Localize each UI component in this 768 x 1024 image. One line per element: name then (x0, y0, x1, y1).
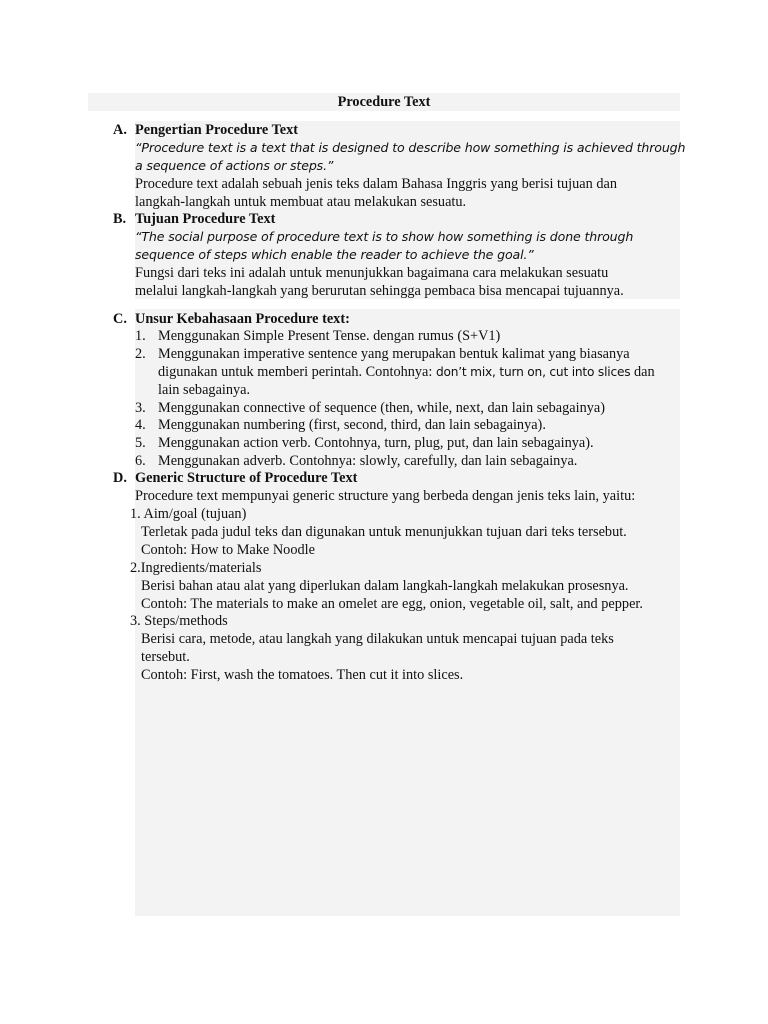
section-b-quote-line2: sequence of steps which enable the reader to achieve the goal.” (135, 247, 534, 262)
page-title: Procedure Text (337, 94, 431, 110)
list-item-text-line2-post: dan (630, 364, 655, 380)
list-item-number: 2. (135, 346, 146, 362)
list-item-text: Menggunakan adverb. Contohnya: slowly, carefully, dan lain sebagainya. (158, 453, 578, 469)
section-b-body-line2: melalui langkah-langkah yang berurutan sehingga pembaca bisa mencapai tujuannya. (135, 283, 624, 299)
section-b-body-line1: Fungsi dari teks ini adalah untuk menunjukkan bagaimana cara melakukan sesuatu (135, 265, 609, 281)
list-item-text-line3: lain sebagainya. (158, 382, 251, 398)
section-a-body-line1: Procedure text adalah sebuah jenis teks dalam Bahasa Inggris yang berisi tujuan dan (135, 176, 617, 192)
structure-part-example: Contoh: How to Make Noodle (141, 542, 315, 558)
list-item-text: Menggunakan connective of sequence (then, while, next, dan lain sebagainya) (158, 400, 606, 416)
section-c-letter: C. (113, 311, 127, 327)
section-a-heading: Pengertian Procedure Text (135, 122, 299, 138)
section-a-quote-line1: “Procedure text is a text that is designed to describe how something is achieved through (135, 140, 686, 155)
section-cd-lower-shade (140, 680, 680, 916)
section-b-quote-line1: “The social purpose of procedure text is to show how something is done through (135, 229, 634, 244)
structure-part-text-line2: tersebut. (141, 649, 190, 665)
section-c-heading: Unsur Kebahasaan Procedure text: (135, 311, 350, 327)
example-code: don’t mix, turn on, cut into slices (435, 365, 631, 379)
structure-part-example: Contoh: First, wash the tomatoes. Then cut it into slices. (141, 667, 464, 683)
list-item-text: Menggunakan numbering (first, second, third, dan lain sebagainya). (158, 417, 546, 433)
section-d-letter: D. (113, 470, 127, 486)
list-item-text: Menggunakan Simple Present Tense. dengan rumus (S+V1) (158, 328, 501, 344)
section-b-letter: B. (113, 211, 127, 227)
list-item-text-line2-pre: digunakan untuk memberi perintah. Contohnya: (158, 364, 436, 380)
list-item-number: 6. (135, 453, 146, 469)
section-d-heading: Generic Structure of Procedure Text (135, 470, 358, 486)
structure-part-text: Terletak pada judul teks dan digunakan untuk menunjukkan tujuan dari teks tersebut. (141, 524, 627, 540)
structure-part-example: Contoh: The materials to make an omelet are egg, onion, vegetable oil, salt, and pepper. (141, 596, 643, 612)
structure-part-text: Berisi cara, metode, atau langkah yang dilakukan untuk mencapai tujuan pada teks (141, 631, 614, 647)
list-item-number: 3. (135, 400, 146, 416)
structure-part-text: Berisi bahan atau alat yang diperlukan dalam langkah-langkah melakukan prosesnya. (141, 578, 629, 594)
list-item-text-line2 (158, 363, 655, 381)
section-d-intro: Procedure text mempunyai generic structure yang berbeda dengan jenis teks lain, yaitu: (135, 488, 636, 504)
section-b-heading: Tujuan Procedure Text (135, 211, 276, 227)
section-a-quote-line2: a sequence of actions or steps.” (135, 158, 334, 173)
list-item-text: Menggunakan imperative sentence yang merupakan bentuk kalimat yang biasanya (158, 346, 630, 362)
structure-part-label: 2.Ingredients/materials (130, 560, 262, 576)
structure-part-label: 3. Steps/methods (130, 613, 228, 629)
section-a-body-line2: langkah-langkah untuk membuat atau melakukan sesuatu. (135, 194, 467, 210)
list-item-number: 5. (135, 435, 146, 451)
list-item-number: 4. (135, 417, 146, 433)
structure-part-label: 1. Aim/goal (tujuan) (130, 506, 247, 522)
section-a-letter: A. (113, 122, 127, 138)
list-item-text: Menggunakan action verb. Contohnya, turn, plug, put, dan lain sebagainya). (158, 435, 594, 451)
list-item-number: 1. (135, 328, 146, 344)
